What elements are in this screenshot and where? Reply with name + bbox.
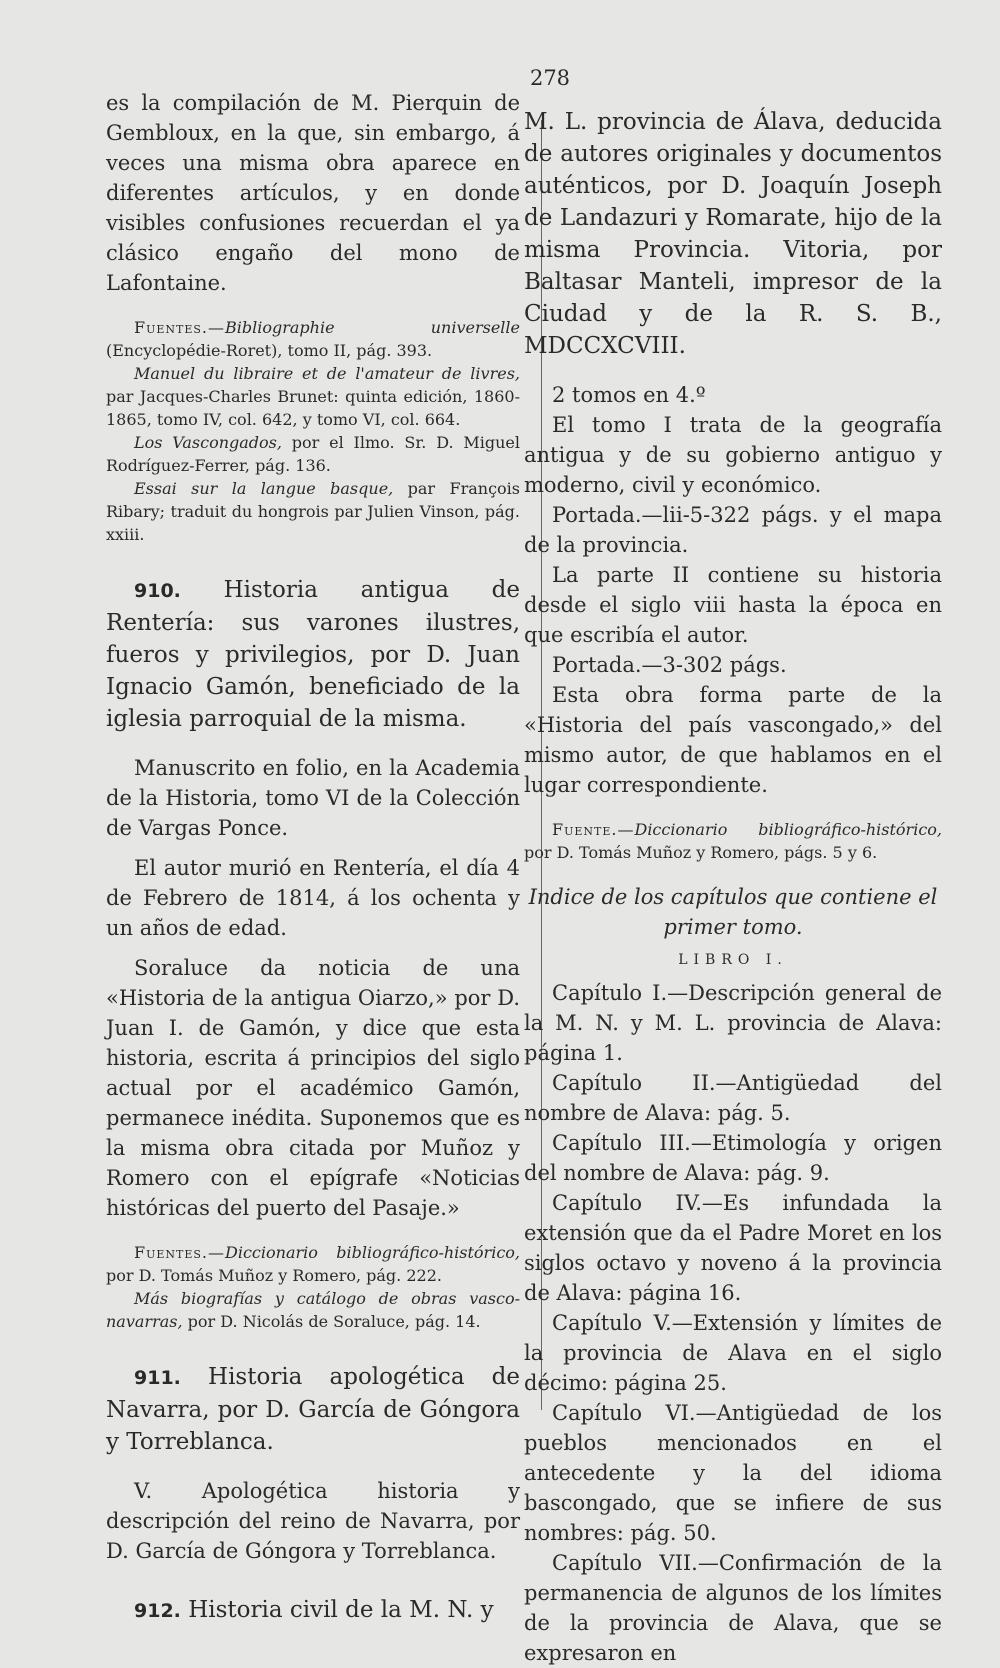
right-paragraph-6: Esta obra forma parte de la «Historia del país vascongado,» del mismo autor, de que hablamos en el lugar correspondiente.: [524, 683, 942, 797]
entry-911-heading: [106, 1361, 520, 1458]
chapter-item: Capítulo III.—Etimología y origen del nombre de Alava: pág. 9.: [524, 1131, 942, 1185]
right-fuente: [524, 818, 942, 864]
entry-title: Historia antigua de Rentería: sus varones ilustres, fueros y privilegios, por D. Juan Ignacio Gamón, beneficiado de la iglesia parroquial de la misma.: [106, 577, 520, 732]
fuentes-source-2: [106, 362, 520, 431]
fuentes-source-1: [106, 316, 520, 362]
source-detail: par Jacques-Charles Brunet: quinta edición, 1860-1865, tomo IV, col. 642, y tomo VI, col. 664.: [106, 387, 520, 429]
chapter-item: Capítulo I.—Descripción general de la M. N. y M. L. provincia de Alava: página 1.: [524, 981, 942, 1065]
entry-910-heading: [106, 574, 520, 735]
entry-910-paragraph-2: El autor murió en Rentería, el día 4 de Febrero de 1814, á los ochenta y un años de edad.: [106, 856, 520, 940]
source-detail: por D. Tomás Muñoz y Romero, pág. 222.: [106, 1266, 442, 1285]
entry-number: 911.: [134, 1367, 181, 1389]
fuentes-source-4: [106, 477, 520, 546]
source-title: Los Vascongados,: [134, 433, 282, 452]
source-title: Manuel du libraire et de l'amateur de livres,: [134, 364, 520, 383]
fuente-label: Fuente.—: [552, 820, 635, 839]
entry-910-paragraph-1: Manuscrito en folio, en la Academia de la Historia, tomo VI de la Colección de Vargas Ponce.: [106, 756, 520, 840]
right-paragraph-1: 2 tomos en 4.º: [552, 383, 706, 407]
fuentes-label: Fuentes.—: [134, 1243, 226, 1262]
entry-title: Historia civil de la M. N. y: [180, 1597, 494, 1623]
entry-912-continuation: M. L. provincia de Álava, deducida de autores originales y documentos auténticos, por D. Joaquín Joseph de Landazuri y Romarate, hijo de la misma Provincia. Vitoria, por Baltasar Manteli, impresor de la Ciudad y de la R. S. B., MDCCXCVIII.: [524, 109, 942, 359]
chapter-item: Capítulo II.—Antigüedad del nombre de Alava: pág. 5.: [524, 1071, 942, 1125]
source-title: Diccionario bibliográfico-histórico,: [225, 1243, 520, 1262]
right-paragraph-2: El tomo I trata de la geografía antigua y de su gobierno antiguo y moderno, civil y económico.: [524, 413, 942, 497]
source-detail: (Encyclopédie-Roret), tomo II, pág. 393.: [106, 341, 433, 360]
source-detail: por D. Nicolás de Soraluce, pág. 14.: [182, 1312, 481, 1331]
entry-912-heading: [106, 1594, 520, 1627]
source-title: Diccionario bibliográfico-histórico,: [634, 820, 942, 839]
entry-910-fuentes-1: [106, 1241, 520, 1287]
source-detail: par François Ribary; traduit du hongrois par Julien Vinson, pág. xxiii.: [106, 479, 520, 544]
chapter-item: Capítulo VI.—Antigüedad de los pueblos mencionados en el antecedente y la del idioma bascongado, que se infiere de sus nombres: pág. 50.: [524, 1401, 942, 1545]
right-column: [524, 88, 942, 1668]
chapter-item: Capítulo VII.—Confirmación de la permanencia de algunos de los límites de la provincia de Alava, que se expresaron en: [524, 1551, 942, 1665]
entry-911-paragraph-1: V. Apologética historia y descripción del reino de Navarra, por D. García de Góngora y Torreblanca.: [106, 1479, 520, 1563]
right-paragraph-3: Portada.—lii-5-322 págs. y el mapa de la provincia.: [524, 503, 942, 557]
source-title: Bibliographie universelle: [225, 318, 520, 337]
entry-number: 912.: [134, 1600, 181, 1622]
fuentes-label: Fuentes.—: [134, 318, 226, 337]
fuentes-source-3: [106, 431, 520, 477]
chapter-item: Capítulo V.—Extensión y límites de la provincia de Alava en el siglo décimo: página 25.: [524, 1311, 942, 1395]
source-title: Essai sur la langue basque,: [134, 479, 394, 498]
libro-heading: LIBRO I.: [678, 952, 788, 968]
source-title: Más biografías y catálogo de obras vasco-navarras,: [106, 1289, 520, 1331]
source-detail: por D. Tomás Muñoz y Romero, págs. 5 y 6.: [524, 843, 878, 862]
chapter-list: [524, 978, 942, 1668]
entry-910-paragraph-3: Soraluce da noticia de una «Historia de la antigua Oiarzo,» por D. Juan I. de Gamón, y dice que esta historia, escrita á principios del siglo actual por el académico Gamón, permanece inédita. Suponemos que es la misma obra citada por Muñoz y Romero con el epígrafe «Noticias históricas del puerto del Pasaje.»: [106, 956, 520, 1220]
entry-title: Historia apologética de Navarra, por D. García de Góngora y Torreblanca.: [106, 1364, 520, 1455]
entry-910-fuentes-2: [106, 1287, 520, 1333]
source-detail: por el Ilmo. Sr. D. Miguel Rodríguez-Ferrer, pág. 136.: [106, 433, 520, 475]
entry-number: 910.: [134, 580, 181, 602]
left-column: [106, 88, 520, 1627]
chapter-item: Capítulo IV.—Es infundada la extensión que da el Padre Moret en los siglos octavo y noveno á la provincia de Alava: página 16.: [524, 1191, 942, 1305]
index-title: Indice de los capítulos que contiene el primer tomo.: [528, 885, 938, 939]
right-paragraph-5: Portada.—3-302 págs.: [552, 653, 787, 677]
intro-paragraph: es la compilación de M. Pierquin de Gembloux, en la que, sin embargo, á veces una misma obra aparece en diferentes artículos, y en donde visibles confusiones recuerdan el ya clásico engaño del mono de Lafontaine.: [106, 91, 520, 295]
right-paragraph-4: La parte II contiene su historia desde el siglo viii hasta la época en que escribía el autor.: [524, 563, 942, 647]
page-number: 278: [529, 66, 571, 90]
